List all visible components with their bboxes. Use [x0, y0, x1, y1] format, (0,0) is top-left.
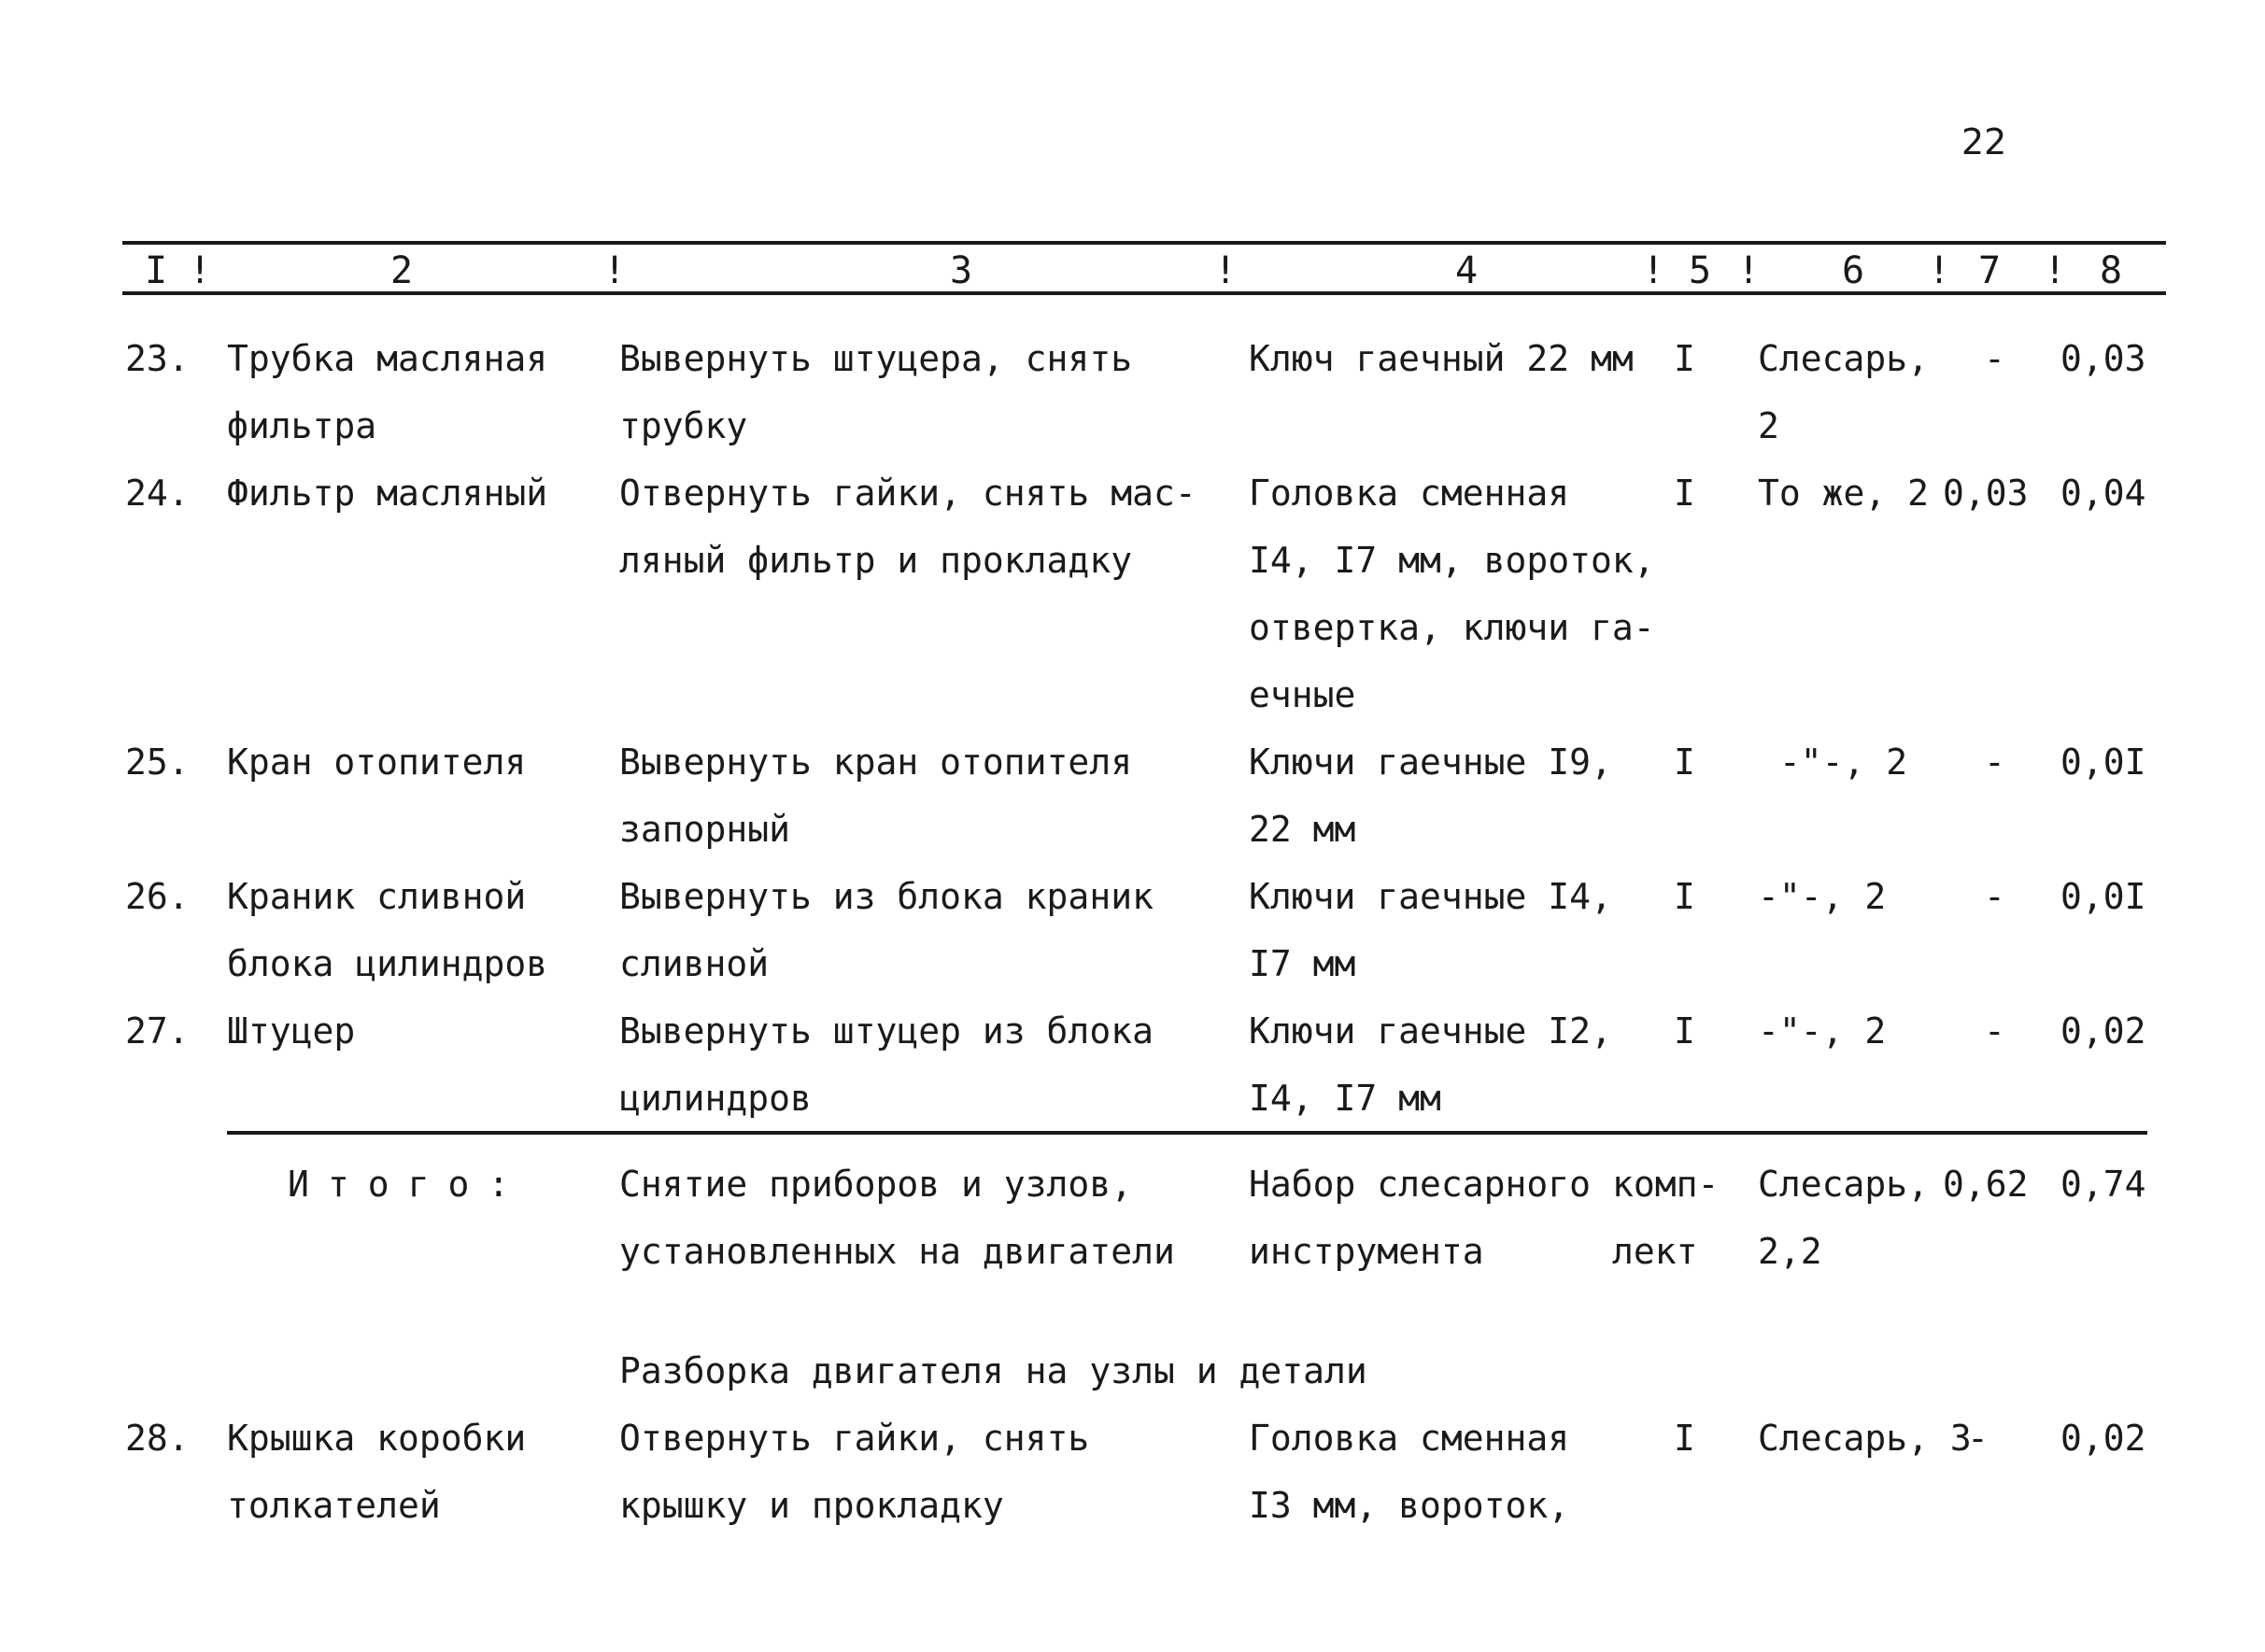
tools: 22 мм — [1249, 809, 1356, 850]
header-col-1: I — [145, 249, 168, 292]
tools: Головка сменная — [1249, 473, 1570, 514]
item-name: фильтра — [227, 405, 377, 446]
item-name: Крышка коробки — [227, 1418, 527, 1459]
operation: трубку — [619, 405, 748, 446]
time-col-7: 0,03 — [1943, 473, 2029, 514]
tools: ечные — [1249, 674, 1356, 715]
header-separator: ! — [1214, 249, 1238, 292]
time-col-8: 0,0I — [2060, 876, 2146, 917]
worker: То же, 2 — [1758, 473, 1930, 514]
quantity: I — [1674, 741, 1695, 783]
worker: 2 — [1758, 405, 1779, 446]
header-separator: ! — [189, 249, 212, 292]
total-tools: Набор слесарного — [1249, 1164, 1592, 1205]
time-col-7: - — [1984, 876, 2005, 917]
total-time-col-8: 0,74 — [2060, 1164, 2146, 1205]
total-operation: установленных на двигатели — [619, 1231, 1175, 1272]
quantity: I — [1674, 876, 1695, 917]
operation: запорный — [619, 809, 791, 850]
time-col-8: 0,02 — [2060, 1010, 2146, 1052]
time-col-8: 0,02 — [2060, 1418, 2146, 1459]
total-kit: комп- — [1612, 1164, 1720, 1205]
worker: -"-, 2 — [1758, 876, 1887, 917]
total-worker: Слесарь, — [1758, 1164, 1930, 1205]
header-separator: ! — [603, 249, 627, 292]
header-col-4: 4 — [1455, 249, 1479, 292]
quantity: I — [1674, 1418, 1695, 1459]
operation: крышку и прокладку — [619, 1485, 1004, 1526]
tools: I4, I7 мм — [1249, 1078, 1441, 1119]
worker: Слесарь, — [1758, 338, 1930, 379]
header-col-8: 8 — [2100, 249, 2123, 292]
time-col-8: 0,0I — [2060, 741, 2146, 783]
total-rule — [227, 1131, 2147, 1135]
total-tools: инструмента — [1249, 1231, 1484, 1272]
worker: -"-, 2 — [1758, 741, 1908, 783]
header-col-5: 5 — [1689, 249, 1712, 292]
header-separator: ! — [2044, 249, 2067, 292]
quantity: I — [1674, 338, 1695, 379]
item-name: Штуцер — [227, 1010, 356, 1052]
quantity: I — [1674, 1010, 1695, 1052]
operation: Вывернуть кран отопителя — [619, 741, 1133, 783]
tools: I7 мм — [1249, 943, 1356, 984]
time-col-8: 0,03 — [2060, 338, 2146, 379]
tools: I4, I7 мм, вороток, — [1249, 540, 1655, 581]
header-col-2: 2 — [390, 249, 414, 292]
row-number: 25. — [125, 741, 190, 783]
row-number: 24. — [125, 473, 190, 514]
operation: ляный фильтр и прокладку — [619, 540, 1133, 581]
total-kit: лект — [1612, 1231, 1698, 1272]
row-number: 28. — [125, 1418, 190, 1459]
item-name: толкателей — [227, 1485, 441, 1526]
row-number: 23. — [125, 338, 190, 379]
tools: Ключи гаечные I4, — [1249, 876, 1612, 917]
row-number: 27. — [125, 1010, 190, 1052]
header-top-rule — [122, 241, 2166, 245]
operation: Отвернуть гайки, снять — [619, 1418, 1090, 1459]
header-col-7: 7 — [1978, 249, 2002, 292]
operation: Отвернуть гайки, снять мас- — [619, 473, 1196, 514]
header-separator: ! — [1737, 249, 1761, 292]
time-col-7: - — [1967, 1418, 1989, 1459]
total-operation: Снятие приборов и узлов, — [619, 1164, 1133, 1205]
row-number: 26. — [125, 876, 190, 917]
item-name: Фильтр масляный — [227, 473, 548, 514]
operation: цилиндров — [619, 1078, 812, 1119]
time-col-7: - — [1984, 1010, 2005, 1052]
total-time-col-7: 0,62 — [1943, 1164, 2029, 1205]
section-title: Разборка двигателя на узлы и детали — [619, 1350, 1367, 1391]
item-name: Трубка масляная — [227, 338, 548, 379]
operation: Вывернуть из блока краник — [619, 876, 1154, 917]
tools: отвертка, ключи га- — [1249, 607, 1655, 648]
total-label: Итого: — [288, 1164, 529, 1205]
item-name: блока цилиндров — [227, 943, 548, 984]
tools: Головка сменная — [1249, 1418, 1570, 1459]
operation: Вывернуть штуцер из блока — [619, 1010, 1154, 1052]
item-name: Краник сливной — [227, 876, 527, 917]
item-name: Кран отопителя — [227, 741, 527, 783]
operation: сливной — [619, 943, 770, 984]
header-col-3: 3 — [950, 249, 973, 292]
time-col-7: - — [1984, 338, 2005, 379]
time-col-8: 0,04 — [2060, 473, 2146, 514]
worker: -"-, 2 — [1758, 1010, 1887, 1052]
header-separator: ! — [1928, 249, 1951, 292]
operation: Вывернуть штуцера, снять — [619, 338, 1133, 379]
tools: Ключи гаечные I2, — [1249, 1010, 1612, 1052]
header-separator: ! — [1642, 249, 1665, 292]
worker: Слесарь, 3 — [1758, 1418, 1972, 1459]
tools: Ключи гаечные I9, — [1249, 741, 1612, 783]
total-worker: 2,2 — [1758, 1231, 1822, 1272]
time-col-7: - — [1984, 741, 2005, 783]
tools: I3 мм, вороток, — [1249, 1485, 1570, 1526]
tools: Ключ гаечный 22 мм — [1249, 338, 1634, 379]
quantity: I — [1674, 473, 1695, 514]
page-number: 22 — [1961, 121, 2007, 162]
header-col-6: 6 — [1842, 249, 1865, 292]
